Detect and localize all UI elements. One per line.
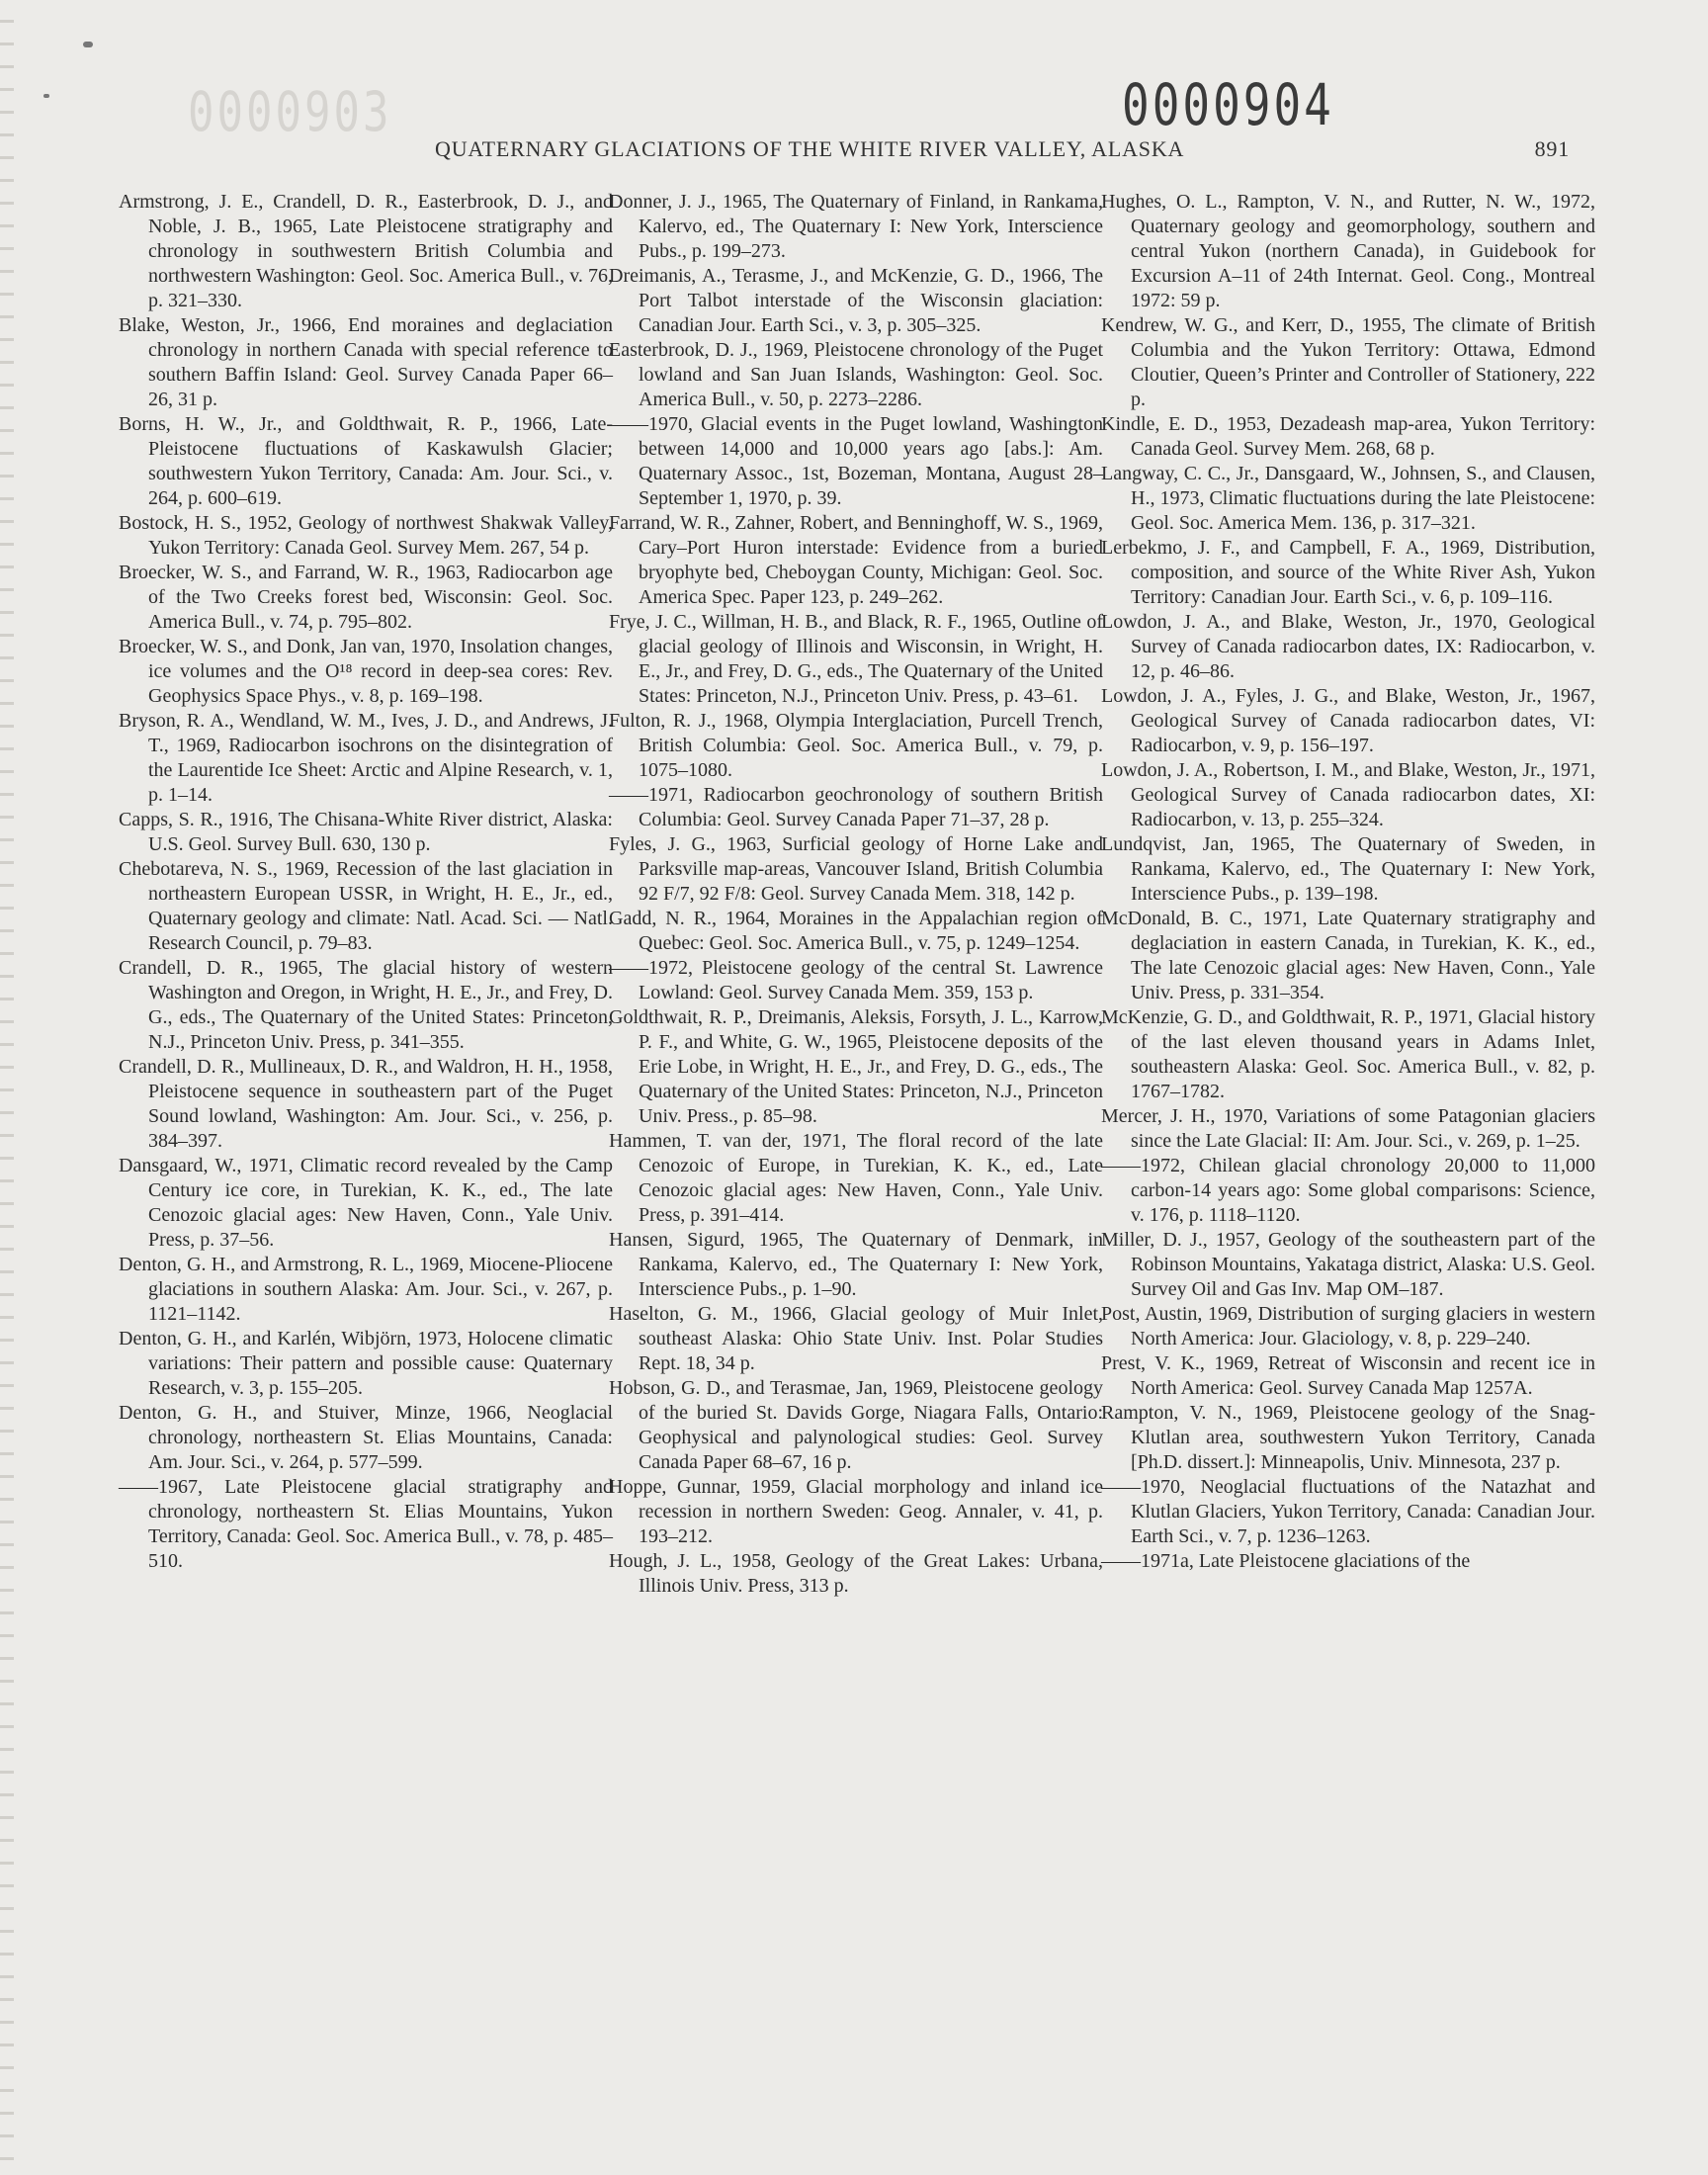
- stamp-number: 0000904: [1122, 71, 1334, 138]
- reference-entry: ——1971a, Late Pleistocene glaciations of the: [1101, 1550, 1471, 1572]
- running-header: [435, 136, 1570, 168]
- reference-entry: Frye, J. C., Willman, H. B., and Black, R. F., 1965, Outline of glacial geology of Illinois and Wisconsin, in Wright, H. E., Jr., and Frey, D. G., eds., The Quaternary of the United States: Princeton, N.J., Princeton Univ. Press, p. 43–61.: [609, 611, 1103, 707]
- perforated-edge: [0, 0, 14, 2175]
- running-title: QUATERNARY GLACIATIONS OF THE WHITE RIVER VALLEY, ALASKA: [435, 136, 1185, 161]
- scan-speck: [43, 94, 49, 98]
- reference-entry: ——1970, Neoglacial fluctuations of the Natazhat and Klutlan Glaciers, Yukon Territory, Canada: Canadian Jour. Earth Sci., v. 7, p. 1236–1263.: [1101, 1476, 1595, 1547]
- reference-entry: Hammen, T. van der, 1971, The floral record of the late Cenozoic of Europe, in Turekian, K. K., ed., Late Cenozoic glacial ages: New Haven, Conn., Yale Univ. Press, p. 391–414.: [609, 1130, 1103, 1226]
- reference-entry: ——1970, Glacial events in the Puget lowland, Washington between 14,000 and 10,000 years ago [abs.]: Am. Quaternary Assoc., 1st, Bozeman, Montana, August 28–September 1, 1970, p. 39.: [609, 413, 1103, 509]
- reference-entry: Kindle, E. D., 1953, Dezadeash map-area, Yukon Territory: Canada Geol. Survey Mem. 268, 68 p.: [1101, 413, 1595, 460]
- references-column-1: [119, 190, 613, 1574]
- reference-entry: Broecker, W. S., and Farrand, W. R., 1963, Radiocarbon age of the Two Creeks forest bed, Wisconsin: Geol. Soc. America Bull., v. 74, p. 795–802.: [119, 562, 613, 633]
- reference-entry: Crandell, D. R., 1965, The glacial history of western Washington and Oregon, in Wright, H. E., Jr., and Frey, D. G., eds., The Quaternary of the United States: Princeton, N.J., Princeton Univ. Press, p. 341–355.: [119, 957, 613, 1053]
- references-column-3: [1101, 190, 1595, 1574]
- reference-entry: Farrand, W. R., Zahner, Robert, and Benninghoff, W. S., 1969, Cary–Port Huron interstade: Evidence from a buried bryophyte bed, Cheboygan County, Michigan: Geol. Soc. America Spec. Paper 123, p. 249–262.: [609, 512, 1103, 608]
- reference-entry: ——1972, Pleistocene geology of the central St. Lawrence Lowland: Geol. Survey Canada Mem. 359, 153 p.: [609, 957, 1103, 1003]
- reference-entry: Dreimanis, A., Terasme, J., and McKenzie, G. D., 1966, The Port Talbot interstade of the Wisconsin glaciation: Canadian Jour. Earth Sci., v. 3, p. 305–325.: [609, 265, 1103, 336]
- reference-entry: Denton, G. H., and Armstrong, R. L., 1969, Miocene-Pliocene glaciations in southern Alaska: Am. Jour. Sci., v. 267, p. 1121–1142.: [119, 1254, 613, 1325]
- reference-entry: Blake, Weston, Jr., 1966, End moraines and deglaciation chronology in northern Canada with special reference to southern Baffin Island: Geol. Survey Canada Paper 66–26, 31 p.: [119, 314, 613, 410]
- reference-entry: Chebotareva, N. S., 1969, Recession of the last glaciation in northeastern European USSR, in Wright, H. E., Jr., ed., Quaternary geology and climate: Natl. Acad. Sci. — Natl. Research Council, p. 79–83.: [119, 858, 613, 954]
- reference-entry: Hughes, O. L., Rampton, V. N., and Rutter, N. W., 1972, Quaternary geology and geomorphology, southern and central Yukon (northern Canada), in Guidebook for Excursion A–11 of 24th Internat. Geol. Cong., Montreal 1972: 59 p.: [1101, 191, 1595, 311]
- references-column-2: [609, 190, 1103, 1599]
- reference-entry: Crandell, D. R., Mullineaux, D. R., and Waldron, H. H., 1958, Pleistocene sequence in southeastern part of the Puget Sound lowland, Washington: Am. Jour. Sci., v. 256, p. 384–397.: [119, 1056, 613, 1152]
- reference-entry: Bryson, R. A., Wendland, W. M., Ives, J. D., and Andrews, J. T., 1969, Radiocarbon isochrons on the disintegration of the Laurentide Ice Sheet: Arctic and Alpine Research, v. 1, p. 1–14.: [119, 710, 613, 806]
- reference-entry: ——1972, Chilean glacial chronology 20,000 to 11,000 carbon-14 years ago: Some global comparisons: Science, v. 176, p. 1118–1120.: [1101, 1155, 1595, 1226]
- reference-entry: Lowdon, J. A., Robertson, I. M., and Blake, Weston, Jr., 1971, Geological Survey of Canada radiocarbon dates, XI: Radiocarbon, v. 13, p. 255–324.: [1101, 759, 1595, 830]
- reference-entry: Miller, D. J., 1957, Geology of the southeastern part of the Robinson Mountains, Yakataga district, Alaska: U.S. Geol. Survey Oil and Gas Inv. Map OM–187.: [1101, 1229, 1595, 1300]
- reference-entry: McKenzie, G. D., and Goldthwait, R. P., 1971, Glacial history of the last eleven thousand years in Adams Inlet, southeastern Alaska: Geol. Soc. America Bull., v. 82, p. 1767–1782.: [1101, 1006, 1595, 1102]
- reference-entry: Borns, H. W., Jr., and Goldthwait, R. P., 1966, Late-Pleistocene fluctuations of Kaskawulsh Glacier; southwestern Yukon Territory, Canada: Am. Jour. Sci., v. 264, p. 600–619.: [119, 413, 613, 509]
- reference-entry: Capps, S. R., 1916, The Chisana-White River district, Alaska: U.S. Geol. Survey Bull. 630, 130 p.: [119, 809, 613, 855]
- reference-entry: Lerbekmo, J. F., and Campbell, F. A., 1969, Distribution, composition, and source of the White River Ash, Yukon Territory: Canadian Jour. Earth Sci., v. 6, p. 109–116.: [1101, 537, 1595, 608]
- reference-entry: Prest, V. K., 1969, Retreat of Wisconsin and recent ice in North America: Geol. Survey Canada Map 1257A.: [1101, 1352, 1595, 1399]
- reference-entry: ——1967, Late Pleistocene glacial stratigraphy and chronology, northeastern St. Elias Mountains, Yukon Territory, Canada: Geol. Soc. America Bull., v. 78, p. 485–510.: [119, 1476, 613, 1572]
- scan-speck: [83, 42, 93, 47]
- reference-entry: Broecker, W. S., and Donk, Jan van, 1970, Insolation changes, ice volumes and the O¹⁸ record in deep-sea cores: Rev. Geophysics Space Phys., v. 8, p. 169–198.: [119, 636, 613, 707]
- reference-entry: Fyles, J. G., 1963, Surficial geology of Horne Lake and Parksville map-areas, Vancouver Island, British Columbia 92 F/7, 92 F/8: Geol. Survey Canada Mem. 318, 142 p.: [609, 833, 1103, 905]
- reference-entry: Easterbrook, D. J., 1969, Pleistocene chronology of the Puget lowland and San Juan Islands, Washington: Geol. Soc. America Bull., v. 50, p. 2273–2286.: [609, 339, 1103, 410]
- reference-entry: Bostock, H. S., 1952, Geology of northwest Shakwak Valley, Yukon Territory: Canada Geol. Survey Mem. 267, 54 p.: [119, 512, 613, 559]
- stamp-number-bleedthrough: 0000903: [188, 81, 392, 144]
- reference-entry: ——1971, Radiocarbon geochronology of southern British Columbia: Geol. Survey Canada Paper 71–37, 28 p.: [609, 784, 1103, 830]
- reference-entry: Lowdon, J. A., and Blake, Weston, Jr., 1970, Geological Survey of Canada radiocarbon dates, IX: Radiocarbon, v. 12, p. 46–86.: [1101, 611, 1595, 682]
- reference-entry: Rampton, V. N., 1969, Pleistocene geology of the Snag-Klutlan area, southwestern Yukon Territory, Canada [Ph.D. dissert.]: Minneapolis, Univ. Minnesota, 237 p.: [1101, 1402, 1595, 1473]
- reference-entry: Dansgaard, W., 1971, Climatic record revealed by the Camp Century ice core, in Turekian, K. K., ed., The late Cenozoic glacial ages: New Haven, Conn., Yale Univ. Press, p. 37–56.: [119, 1155, 613, 1251]
- reference-entry: Lundqvist, Jan, 1965, The Quaternary of Sweden, in Rankama, Kalervo, ed., The Quaternary I: New York, Interscience Pubs., p. 139–198.: [1101, 833, 1595, 905]
- page-number: 891: [1534, 136, 1570, 161]
- reference-entry: Langway, C. C., Jr., Dansgaard, W., Johnsen, S., and Clausen, H., 1973, Climatic fluctuations during the late Pleistocene: Geol. Soc. America Mem. 136, p. 317–321.: [1101, 463, 1595, 534]
- reference-entry: Hough, J. L., 1958, Geology of the Great Lakes: Urbana, Illinois Univ. Press, 313 p.: [609, 1550, 1103, 1597]
- reference-entry: Post, Austin, 1969, Distribution of surging glaciers in western North America: Jour. Glaciology, v. 8, p. 229–240.: [1101, 1303, 1595, 1349]
- reference-entry: Haselton, G. M., 1966, Glacial geology of Muir Inlet, southeast Alaska: Ohio State Univ. Inst. Polar Studies Rept. 18, 34 p.: [609, 1303, 1103, 1374]
- reference-entry: Donner, J. J., 1965, The Quaternary of Finland, in Rankama, Kalervo, ed., The Quaternary I: New York, Interscience Pubs., p. 199–273.: [609, 191, 1103, 262]
- reference-entry: Lowdon, J. A., Fyles, J. G., and Blake, Weston, Jr., 1967, Geological Survey of Canada radiocarbon dates, VI: Radiocarbon, v. 9, p. 156–197.: [1101, 685, 1595, 756]
- reference-entry: Fulton, R. J., 1968, Olympia Interglaciation, Purcell Trench, British Columbia: Geol. Soc. America Bull., v. 79, p. 1075–1080.: [609, 710, 1103, 781]
- reference-entry: McDonald, B. C., 1971, Late Quaternary stratigraphy and deglaciation in eastern Canada, in Turekian, K. K., ed., The late Cenozoic glacial ages: New Haven, Conn., Yale Univ. Press, p. 331–354.: [1101, 908, 1595, 1003]
- reference-entry: Kendrew, W. G., and Kerr, D., 1955, The climate of British Columbia and the Yukon Territory: Ottawa, Edmond Cloutier, Queen’s Printer and Controller of Stationery, 222 p.: [1101, 314, 1595, 410]
- reference-entry: Mercer, J. H., 1970, Variations of some Patagonian glaciers since the Late Glacial: II: Am. Jour. Sci., v. 269, p. 1–25.: [1101, 1105, 1595, 1152]
- reference-entry: Gadd, N. R., 1964, Moraines in the Appalachian region of Quebec: Geol. Soc. America Bull., v. 75, p. 1249–1254.: [609, 908, 1103, 954]
- reference-entry: Hansen, Sigurd, 1965, The Quaternary of Denmark, in Rankama, Kalervo, ed., The Quaternary I: New York, Interscience Pubs., p. 1–90.: [609, 1229, 1103, 1300]
- reference-entry: Hobson, G. D., and Terasmae, Jan, 1969, Pleistocene geology of the buried St. Davids Gorge, Niagara Falls, Ontario: Geophysical and palynological studies: Geol. Survey Canada Paper 68–67, 16 p.: [609, 1377, 1103, 1473]
- reference-entry: Goldthwait, R. P., Dreimanis, Aleksis, Forsyth, J. L., Karrow, P. F., and White, G. W., 1965, Pleistocene deposits of the Erie Lobe, in Wright, H. E., Jr., and Frey, D. G., eds., The Quaternary of the United States: Princeton, N.J., Princeton Univ. Press., p. 85–98.: [609, 1006, 1103, 1127]
- reference-entry: Hoppe, Gunnar, 1959, Glacial morphology and inland ice recession in northern Sweden: Geog. Annaler, v. 41, p. 193–212.: [609, 1476, 1103, 1547]
- reference-entry: Armstrong, J. E., Crandell, D. R., Easterbrook, D. J., and Noble, J. B., 1965, Late Pleistocene stratigraphy and chronology in southwestern British Columbia and northwestern Washington: Geol. Soc. America Bull., v. 76, p. 321–330.: [119, 191, 613, 311]
- reference-entry: Denton, G. H., and Stuiver, Minze, 1966, Neoglacial chronology, northeastern St. Elias Mountains, Canada: Am. Jour. Sci., v. 264, p. 577–599.: [119, 1402, 613, 1473]
- reference-entry: Denton, G. H., and Karlén, Wibjörn, 1973, Holocene climatic variations: Their pattern and possible cause: Quaternary Research, v. 3, p. 155–205.: [119, 1328, 613, 1399]
